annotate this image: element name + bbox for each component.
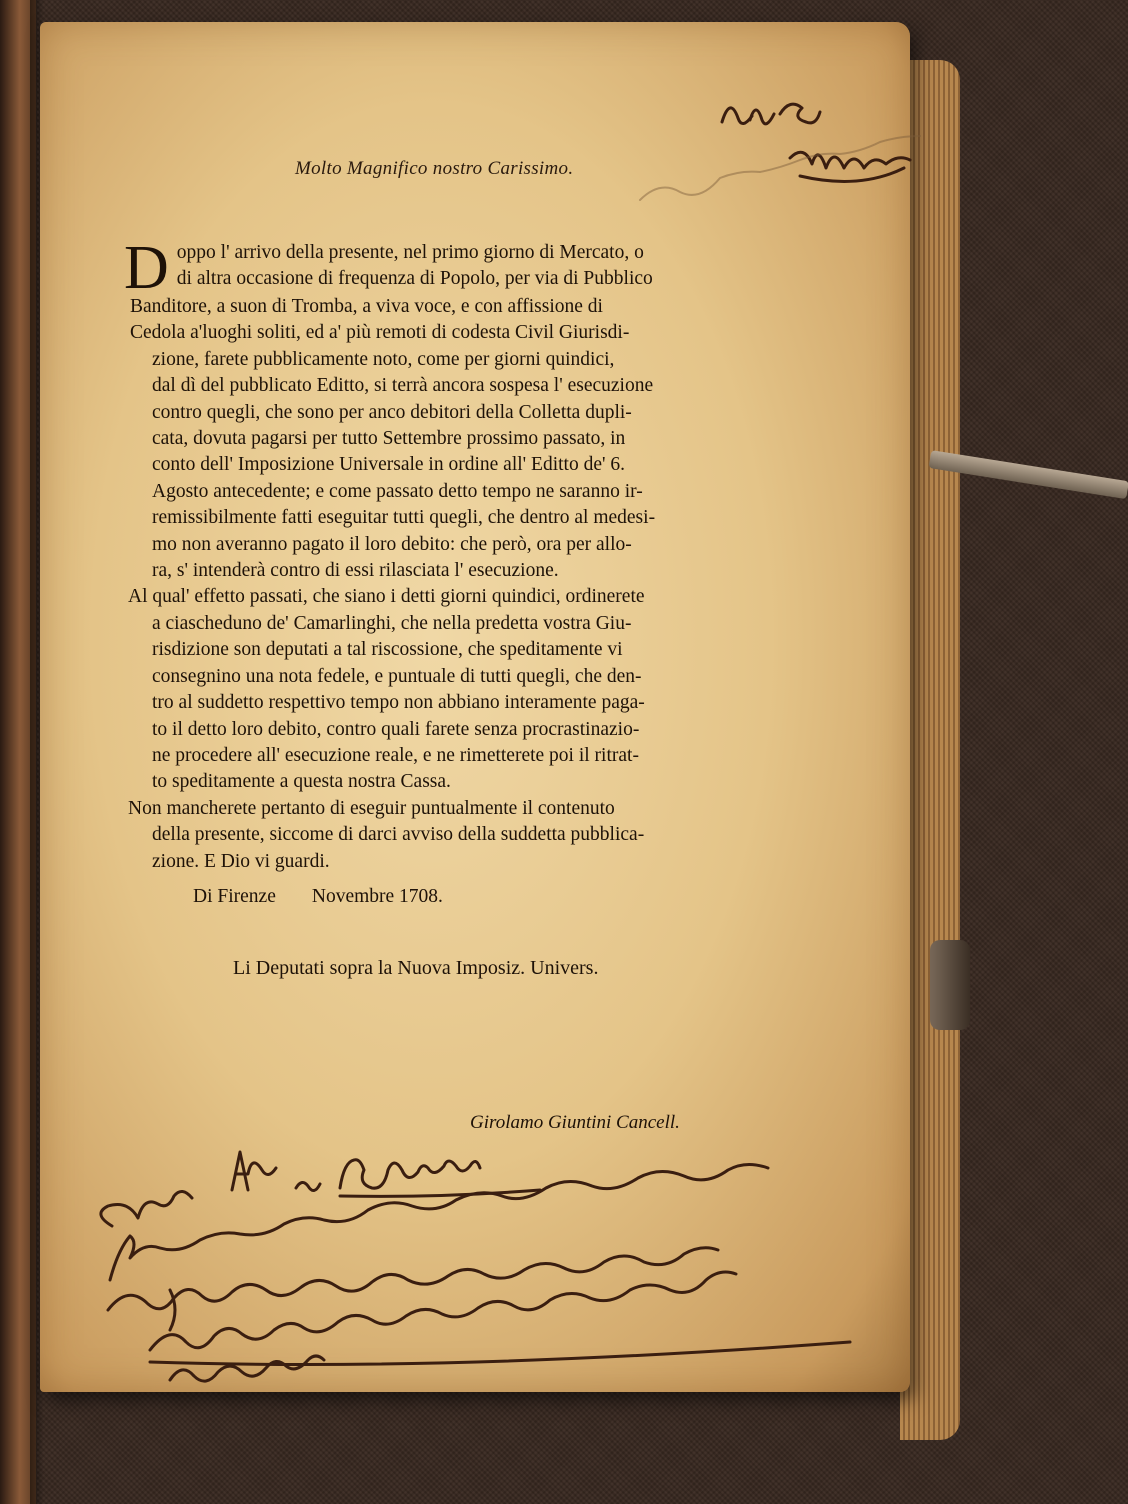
body-line: to il detto loro debito, contro quali farete senza procrastinazio-: [152, 718, 640, 740]
body-line: tro al suddetto respettivo tempo non abbiano interamente paga-: [152, 692, 645, 714]
body-line: Banditore, a suon di Tromba, a viva voce, e con affissione di: [130, 296, 603, 317]
body-line: oppo l' arrivo della presente, nel primo giorno di Mercato, o: [176, 242, 644, 263]
body-line: cata, dovuta pagarsi per tutto Settembre prossimo passato, in: [152, 428, 626, 450]
bottom-annotation-handwriting: [101, 1152, 850, 1381]
issuing-authority: Li Deputati sopra la Nuova Imposiz. Univers.: [233, 957, 599, 979]
salutation: Molto Magnifico nostro Carissimo.: [295, 158, 574, 179]
body-line: Non mancherete pertanto di eseguir puntualmente il contenuto: [128, 797, 615, 819]
body-line: Cedola a'luoghi soliti, ed a' più remoti di codesta Civil Giurisdi-: [130, 322, 630, 344]
chancellor-signature: Girolamo Giuntini Cancell.: [470, 1112, 680, 1133]
body-line: remissibilmente fatti eseguitar tutti quegli, che dentro al medesi-: [152, 507, 656, 529]
body-line: to speditamente a questa nostra Cassa.: [152, 771, 451, 793]
body-line: dal dì del pubblicato Editto, si terrà ancora sospesa l' esecuzione: [152, 375, 654, 397]
body-line: conto dell' Imposizione Universale in ordine all' Editto de' 6.: [152, 454, 626, 476]
body-line: consegnino una nota fedele, e puntuale di tutti quegli, che den-: [152, 665, 642, 687]
date-month: Novembre 1708.: [311, 886, 443, 907]
body-line: contro quegli, che sono per anco debitori della Colletta dupli-: [152, 401, 632, 423]
faint-rotated-handwriting: [640, 136, 920, 200]
corner-mark-handwriting: [722, 104, 820, 124]
body-line: della presente, siccome di darci avviso della suddetta pubblica-: [152, 824, 645, 846]
drop-cap: D: [124, 234, 169, 302]
body-line: ne procedere all' esecuzione reale, e ne rimetterete poi il ritrat-: [152, 744, 639, 766]
body-line: ra, s' intenderà contro di essi rilasciata l' esecuzione.: [152, 560, 559, 582]
date-place: Di Firenze: [193, 886, 276, 907]
body-line: Al qual' effetto passati, che siano i detti giorni quindici, ordinerete: [128, 586, 645, 608]
body-line: zione. E Dio vi guardi.: [152, 850, 330, 872]
body-line: a ciascheduno de' Camarlinghi, che nella predetta vostra Giu-: [152, 612, 632, 634]
body-line: zione, farete pubblicamente noto, come per giorni quindici,: [152, 348, 615, 370]
body-line: mo non averanno pagato il loro debito: che però, ora per allo-: [152, 533, 632, 555]
body-line: risdizione son deputati a tal riscossione, che speditamente vi: [152, 639, 623, 661]
body-line: di altra occasione di frequenza di Popolo, per via di Pubblico: [176, 268, 653, 290]
body-line: Agosto antecedente; e come passato detto tempo ne saranno ir-: [152, 480, 643, 502]
